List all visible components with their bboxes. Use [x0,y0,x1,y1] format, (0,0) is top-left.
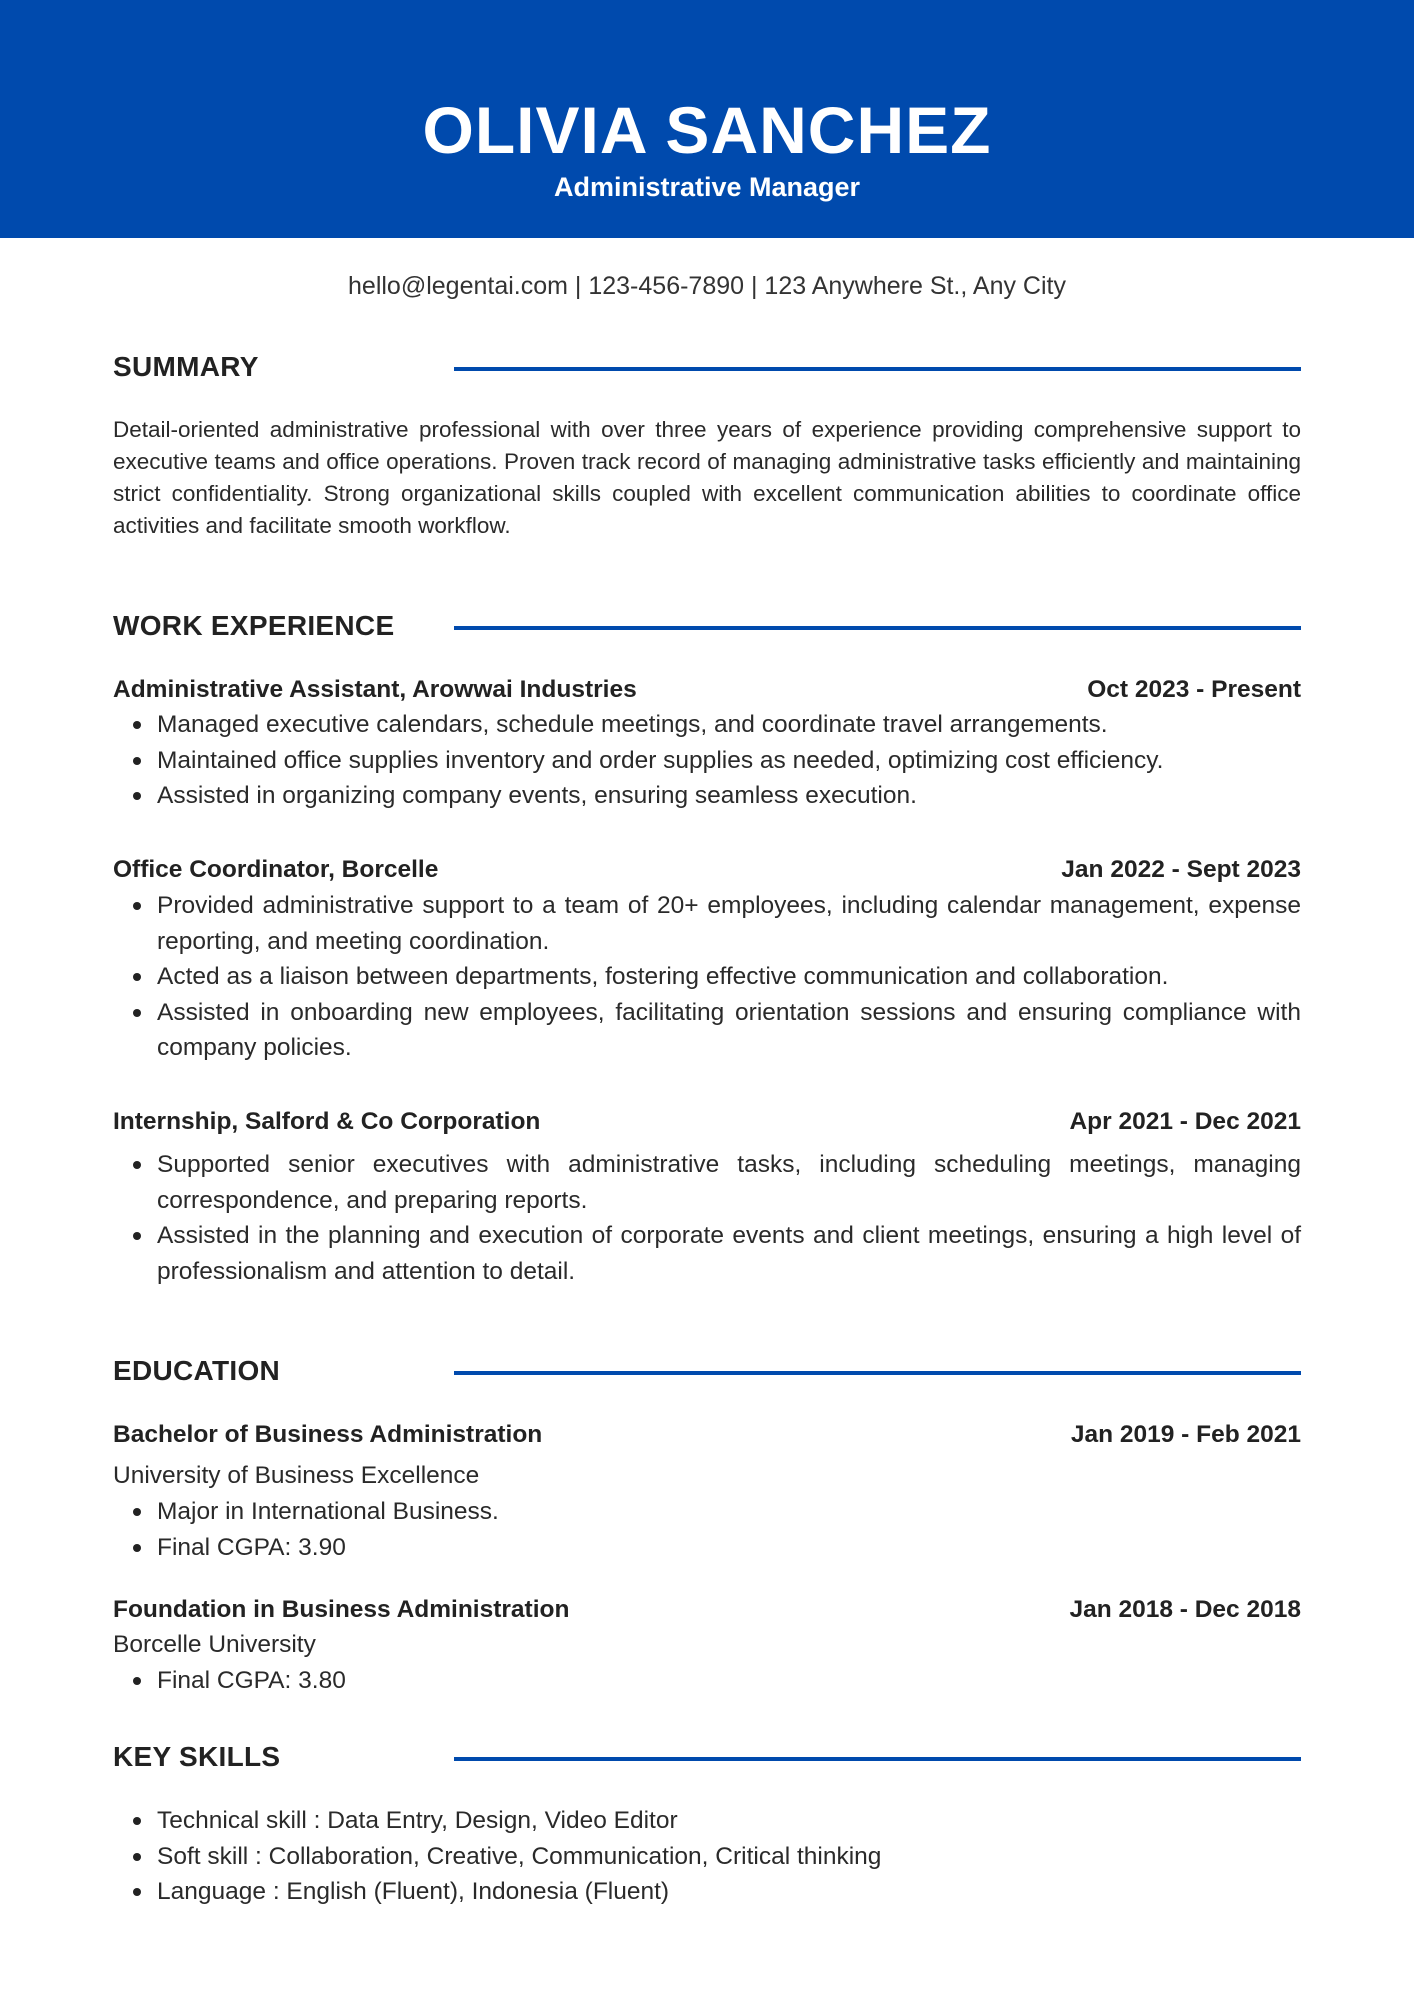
job-title: Office Coordinator, Borcelle [113,856,439,883]
school-name: University of Business Excellence [113,1462,480,1489]
job-dates: Oct 2023 - Present [1087,676,1301,703]
section-title: EDUCATION [113,1355,281,1386]
education-dates: Jan 2018 - Dec 2018 [1069,1596,1301,1623]
bullet-icon [133,1009,141,1017]
job-entry-header [113,853,1301,887]
header-banner [0,0,1414,238]
degree-title: Foundation in Business Administration [113,1596,570,1623]
bullet-icon [133,1161,141,1169]
list-item: Supported senior executives with administrative tasks, including scheduling meetings, managing correspondence, and preparing reports. [157,1147,1301,1218]
list-item: Technical skill : Data Entry, Design, Video Editor [157,1803,1301,1839]
list-item: Final CGPA: 3.80 [157,1663,1301,1699]
section-title: SUMMARY [113,351,259,382]
section-divider [454,1371,1301,1375]
list-item: Managed executive calendars, schedule meetings, and coordinate travel arrangements. [157,707,1301,743]
job-bullets [157,707,1301,814]
list-item: Soft skill : Collaboration, Creative, Communication, Critical thinking [157,1839,1301,1875]
bullet-icon [133,757,141,765]
job-bullets [157,1147,1301,1289]
education-entry-header [113,1593,1301,1627]
bullet-icon [133,1677,141,1685]
skills-section-header [113,1739,1301,1775]
bullet-icon [133,902,141,910]
summary-text: Detail-oriented administrative professional with over three years of experience providing comprehensive support to executive teams and office operations. Proven track record of managing administrative tasks efficiently and maintaining strict confidentiality. Strong organizational skills coupled with excellent communication abilities to coordinate office activities and facilitate smooth workflow. [113,417,1301,538]
list-item: Provided administrative support to a team of 20+ employees, including calendar management, expense reporting, and meeting coordination. [157,888,1301,959]
job-dates: Jan 2022 - Sept 2023 [1061,856,1301,883]
list-item: Assisted in onboarding new employees, facilitating orientation sessions and ensuring compliance with company policies. [157,995,1301,1066]
school-name: Borcelle University [113,1631,316,1658]
education-bullets [157,1663,1301,1699]
bullet-icon [133,1888,141,1896]
bullet-icon [133,1232,141,1240]
section-divider [454,1757,1301,1761]
bullet-icon [133,1508,141,1516]
section-title: WORK EXPERIENCE [113,610,395,641]
education-dates: Jan 2019 - Feb 2021 [1070,1421,1301,1448]
candidate-name: OLIVIA SANCHEZ [422,93,992,167]
education-entry-header [113,1418,1301,1452]
work-section-header [113,608,1301,644]
bullet-icon [133,792,141,800]
summary-section-header [113,349,1301,385]
bullet-icon [133,973,141,981]
list-item: Maintained office supplies inventory and order supplies as needed, optimizing cost efficiency. [157,743,1301,779]
education-section-header [113,1353,1301,1389]
section-divider [454,367,1301,371]
bullet-icon [133,1853,141,1861]
list-item: Acted as a liaison between departments, fostering effective communication and collaboration. [157,959,1301,995]
education-bullets [157,1494,1301,1565]
contact-line: hello@legentai.com | 123-456-7890 | 123 Anywhere St., Any City [348,272,1066,300]
list-item: Final CGPA: 3.90 [157,1530,1301,1566]
candidate-role: Administrative Manager [553,172,861,202]
bullet-icon [133,1544,141,1552]
list-item: Assisted in the planning and execution of corporate events and client meetings, ensuring a high level of professionalism and attention to detail. [157,1218,1301,1289]
section-divider [454,626,1301,630]
degree-title: Bachelor of Business Administration [113,1421,543,1448]
skills-bullets [157,1803,1301,1910]
job-title: Administrative Assistant, Arowwai Industries [113,676,637,703]
job-title: Internship, Salford & Co Corporation [113,1108,541,1135]
job-dates: Apr 2021 - Dec 2021 [1069,1108,1301,1135]
job-entry-header [113,673,1301,707]
list-item: Assisted in organizing company events, ensuring seamless execution. [157,778,1301,814]
job-entry-header [113,1105,1301,1139]
list-item: Major in International Business. [157,1494,1301,1530]
section-title: KEY SKILLS [113,1741,281,1772]
list-item: Language : English (Fluent), Indonesia (Fluent) [157,1874,1301,1910]
job-bullets [157,888,1301,1066]
bullet-icon [133,721,141,729]
bullet-icon [133,1817,141,1825]
